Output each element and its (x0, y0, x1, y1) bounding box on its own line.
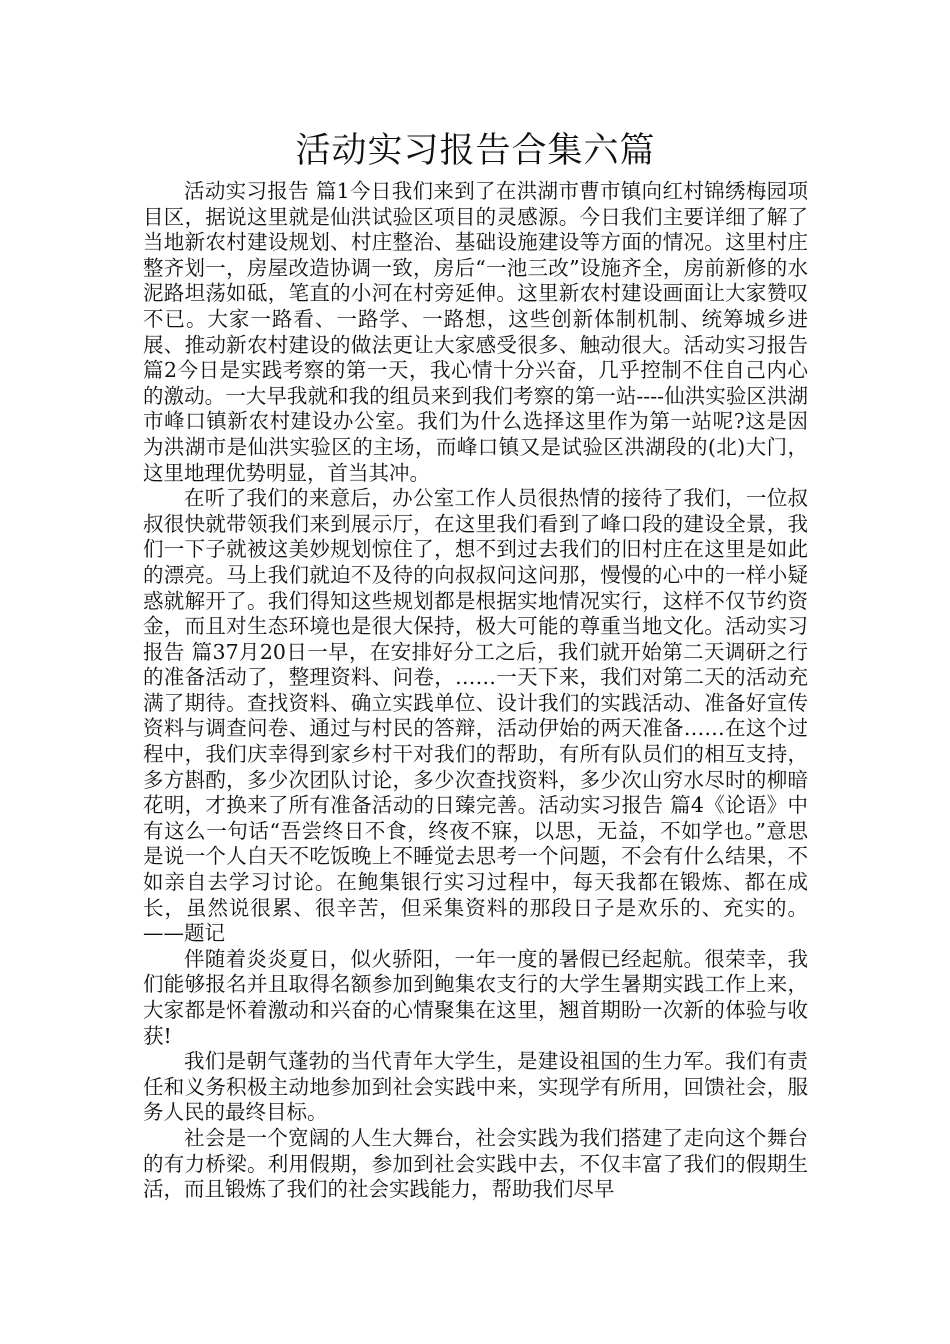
paragraph-5: 社会是一个宽阔的人生大舞台，社会实践为我们搭建了走向这个舞台的有力桥梁。利用假期，参加到社会实践中去，不仅丰富了我们的假期生活，而且锻炼了我们的社会实践能力，帮助我们尽早 (143, 1125, 808, 1202)
paragraph-1: 活动实习报告 篇1今日我们来到了在洪湖市曹市镇向红村锦绣梅园项目区，据说这里就是仙洪试验区项目的灵感源。今日我们主要详细了解了当地新农村建设规划、村庄整治、基础设施建设等方面的情况。这里村庄整齐划一，房屋改造协调一致，房后“一池三改”设施齐全，房前新修的水泥路坦荡如砥，笔直的小河在村旁延伸。这里新农村建设画面让大家赞叹不已。大家一路看、一路学、一路想，这些创新体制机制、统筹城乡进展、推动新农村建设的做法更让大家感受很多、触动很大。活动实习报告 篇2今日是实践考察的第一天，我心情十分兴奋，几乎控制不住自己内心的激动。一大早我就和我的组员来到我们考察的第一站----仙洪实验区洪湖市峰口镇新农村建设办公室。我们为什么选择这里作为第一站呢?这是因为洪湖市是仙洪实验区的主场，而峰口镇又是试验区洪湖段的(北)大门，这里地理优势明显，首当其冲。 (143, 179, 808, 485)
paragraph-3: 伴随着炎炎夏日，似火骄阳，一年一度的暑假已经起航。很荣幸，我们能够报名并且取得名额参加到鲍集农支行的大学生暑期实践工作上来，大家都是怀着激动和兴奋的心情聚集在这里，翘首期盼一次新的体验与收获! (143, 946, 808, 1048)
paragraph-2: 在听了我们的来意后，办公室工作人员很热情的接待了我们，一位叔叔很快就带领我们来到展示厅，在这里我们看到了峰口段的建设全景，我们一下子就被这美妙规划惊住了，想不到过去我们的旧村庄在这里是如此的漂亮。马上我们就迫不及待的向叔叔问这问那，慢慢的心中的一样小疑惑就解开了。我们得知这些规划都是根据实地情况实行，这样不仅节约资金，而且对生态环境也是很大保持，极大可能的尊重当地文化。活动实习报告 篇37月20日一早，在安排好分工之后，我们就开始第二天调研之行的准备活动了，整理资料、问卷，……一天下来，我们对第二天的活动充满了期待。查找资料、确立实践单位、设计我们的实践活动、准备好宣传资料与调查问卷、通过与村民的答辩，活动伊始的两天准备……在这个过程中，我们庆幸得到家乡村干对我们的帮助，有所有队员们的相互支持，多方斟酌，多少次团队讨论，多少次查找资料，多少次山穷水尽时的柳暗花明，才换来了所有准备活动的日臻完善。活动实习报告 篇4《论语》中有这么一句话“吾尝终日不食，终夜不寐，以思，无益，不如学也。”意思是说一个人白天不吃饭晚上不睡觉去思考一个问题，不会有什么结果，不如亲自去学习讨论。在鲍集银行实习过程中，每天我都在锻炼、都在成长，虽然说很累、很辛苦，但采集资料的那段日子是欢乐的、充实的。——题记 (143, 486, 808, 946)
document-title: 活动实习报告合集六篇 (295, 131, 656, 171)
paragraph-4: 我们是朝气蓬勃的当代青年大学生，是建设祖国的生力军。我们有责任和义务积极主动地参加到社会实践中来，实现学有所用，回馈社会，服务人民的最终目标。 (143, 1049, 808, 1125)
document-page (143, 127, 808, 1203)
